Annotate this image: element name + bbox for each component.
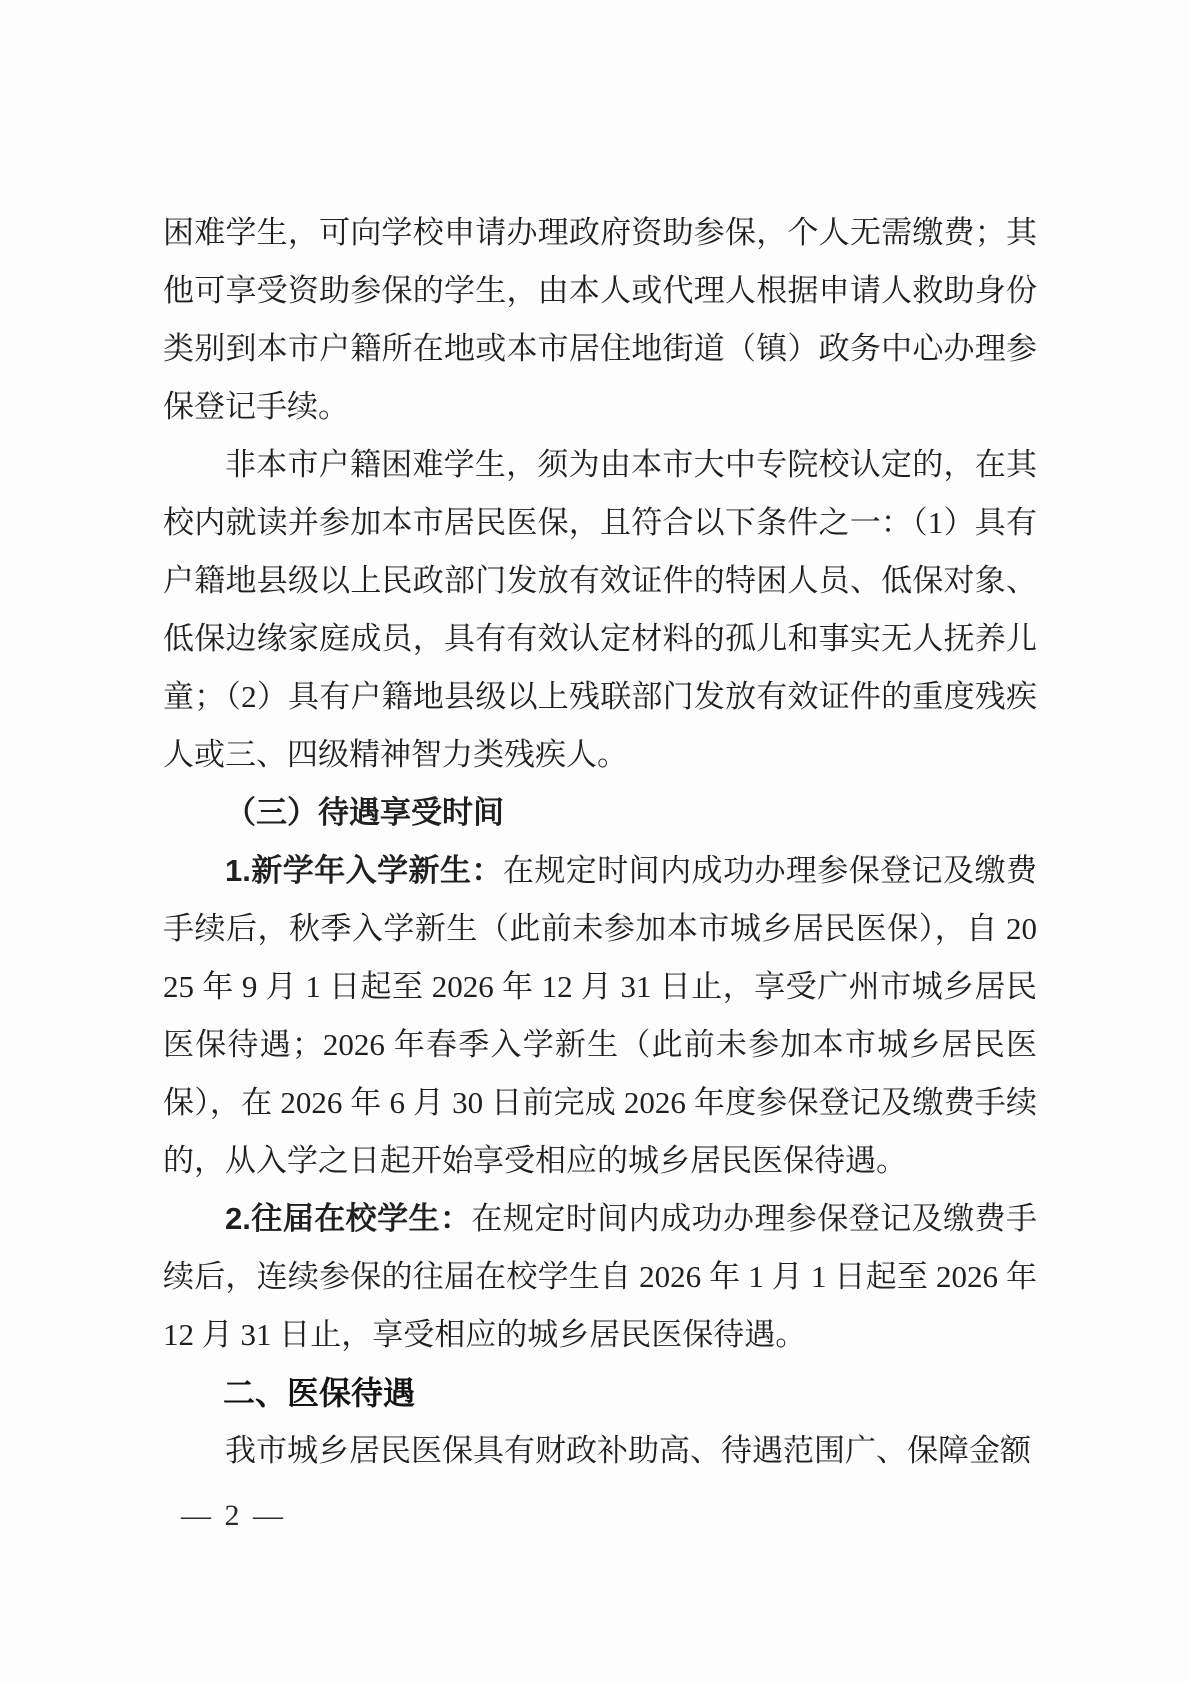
paragraph-continuation: 困难学生，可向学校申请办理政府资助参保，个人无需缴费；其他可享受资助参保的学生，由本人或代理人根据申请人救助身份类别到本市户籍所在地或本市居住地街道（镇）政务中心办理参保登记手续。 [163, 215, 1037, 424]
document-body [163, 204, 1037, 1480]
paragraph-lead-returning-students: 2.往届在校学生： [225, 1201, 472, 1236]
paragraph-non-local-students: 非本市户籍困难学生，须为由本市大中专院校认定的，在其校内就读并参加本市居民医保，且符合以下条件之一：（1）具有户籍地县级以上民政部门发放有效证件的特困人员、低保对象、低保边缘家庭成员，具有有效认定材料的孤儿和事实无人抚养儿童；（2）具有户籍地县级以上残联部门发放有效证件的重度残疾人或三、四级精神智力类残疾人。 [163, 447, 1037, 772]
page-number: — 2 — [181, 1499, 286, 1532]
paragraph-text-returning-students: 在规定时间内成功办理参保登记及缴费手续后，连续参保的往届在校学生自 2026 年 1 月 1 日起至 2026 年 12 月 31 日止，享受相应的城乡居民医保待遇。 [163, 1201, 1037, 1352]
paragraph-new-students [163, 842, 1037, 1190]
subsection-heading-benefit-period: （三）待遇享受时间 [225, 795, 504, 830]
section-heading-insurance-benefits: 二、医保待遇 [223, 1375, 416, 1411]
paragraph-returning-students [163, 1190, 1037, 1364]
paragraph-lead-new-students: 1.新学年入学新生： [225, 853, 503, 888]
paragraph-benefits-intro: 我市城乡居民医保具有财政补助高、待遇范围广、保障金额 [225, 1433, 1031, 1468]
paragraph-text-new-students: 在规定时间内成功办理参保登记及缴费手续后，秋季入学新生（此前未参加本市城乡居民医保），自 2025 年 9 月 1 日起至 2026 年 12 月 31 日止，享受广州市城乡居民医保待遇；2026 年春季入学新生（此前未参加本市城乡居民医保），在 2026 年 6 月 30 日前完成 2026 年度参保登记及缴费手续的，从入学之日起开始享受相应的城乡居民医保待遇。 [163, 853, 1038, 1178]
